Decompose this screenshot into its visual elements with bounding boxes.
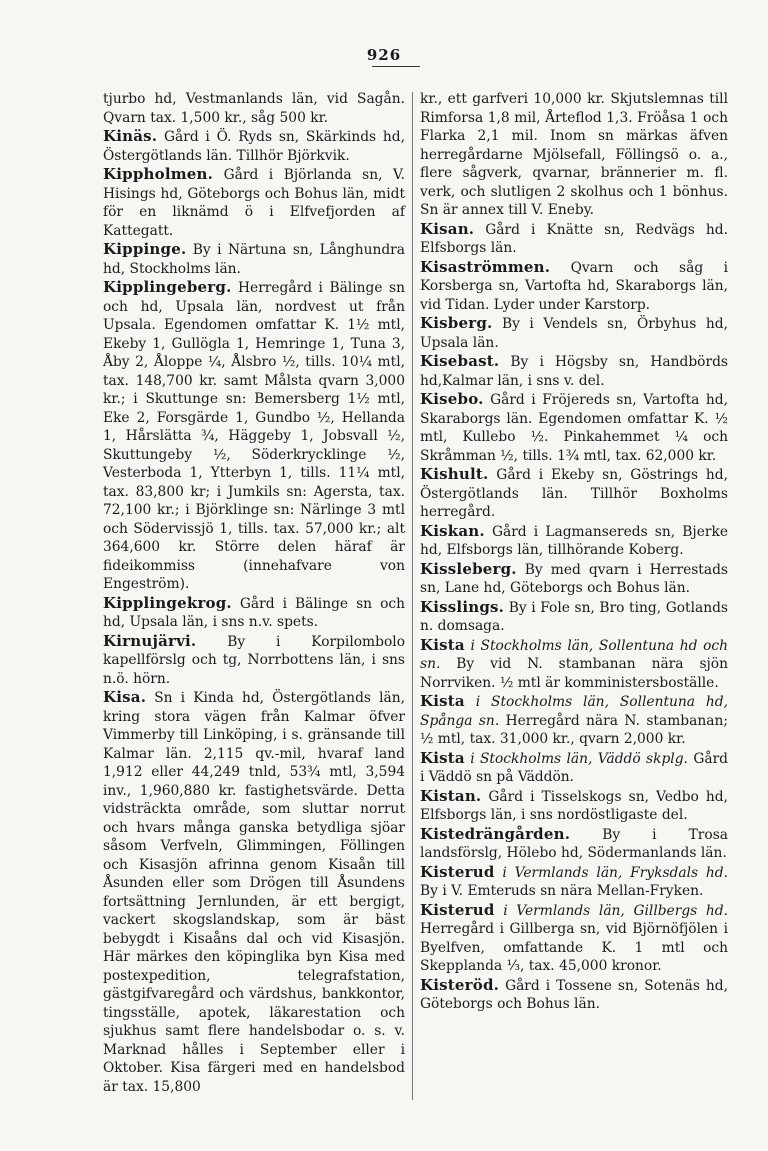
entry-headword: Kisebo. xyxy=(420,390,484,408)
dictionary-entry xyxy=(420,390,728,465)
entry-location: i Stockholms län, Väddö skplg. xyxy=(470,750,688,767)
entry-text: By i Högsby sn, Handbörds hd,Kalmar län, i sns v. del. xyxy=(420,354,728,389)
entry-text: By i Vendels sn, Örbyhus hd, Upsala län. xyxy=(420,316,728,351)
entry-text: Gård i Fröjereds sn, Vartofta hd, Skaraborgs län. Egendomen omfattar K. ½ mtl, Kullebo ½. Pinkahemmet ¼ och Skråmman ½, tills. 1¾ mtl, tax. 62,000 kr. xyxy=(420,392,728,464)
entry-headword: Kipplingekrog. xyxy=(103,593,232,612)
entry-headword: Kisslings. xyxy=(420,597,505,616)
entry-text: Herregård i Gillberga sn, vid Björnöfjölen i Byelfven, omfattande K. 1 mtl och Skepplanda ⅓, tax. 45,000 kronor. xyxy=(420,921,728,974)
page-number: 926 xyxy=(366,46,402,64)
column-divider xyxy=(412,92,413,1100)
entry-headword: Kisa. xyxy=(103,688,147,706)
dictionary-entry xyxy=(103,240,405,278)
dictionary-entry xyxy=(103,688,405,1096)
entry-headword: Kisaströmmen. xyxy=(420,257,551,276)
dictionary-entry xyxy=(420,692,728,749)
entry-headword: Kisebast. xyxy=(420,352,500,370)
entry-location: i Stockholms län, Sollentuna hd, Spånga sn. xyxy=(420,694,728,729)
entry-headword: Kistan. xyxy=(420,786,482,805)
entry-text: Gård i Knätte sn, Redvägs hd. Elfsborgs län. xyxy=(420,221,728,256)
entry-text: By i V. Emteruds sn nära Mellan-Fryken. xyxy=(420,883,704,899)
entry-headword: Kirnujärvi. xyxy=(103,631,197,650)
entry-headword: Kippholmen. xyxy=(103,165,214,183)
dictionary-entry xyxy=(103,632,405,689)
header-rule xyxy=(372,66,420,67)
dictionary-entry xyxy=(420,314,728,352)
dictionary-entry xyxy=(420,901,728,976)
dictionary-entry xyxy=(420,522,728,560)
dictionary-entry xyxy=(420,976,728,1014)
dictionary-entry xyxy=(103,127,405,165)
dictionary-entry xyxy=(103,90,405,127)
entry-text: By i Trosa landsförslg, Hölebo hd, Södermanlands län. xyxy=(420,826,729,861)
entry-text: Gård i Ö. Ryds sn, Skärkinds hd, Östergötlands län. Tillhör Björkvik. xyxy=(103,129,405,164)
entry-headword: Kista xyxy=(420,692,465,710)
entry-headword: Kisan. xyxy=(420,219,475,238)
dictionary-entry xyxy=(103,594,405,632)
dictionary-entry xyxy=(420,598,728,636)
entry-text: Gård i Lagmansereds sn, Bjerke hd, Elfsborgs län, tillhörande Koberg. xyxy=(420,523,728,558)
dictionary-entry xyxy=(420,749,728,787)
entry-headword: Kissleberg. xyxy=(420,559,517,578)
entry-headword: Kista xyxy=(420,748,465,767)
dictionary-entry xyxy=(420,220,728,258)
dictionary-entry xyxy=(103,278,405,594)
entry-text: Herregård nära N. stambanan; ½ mtl, tax. 31,000 kr., qvarn 2,000 kr. xyxy=(420,712,728,747)
entry-text: By vid N. stambanan nära sjön Norrviken. ½ mtl är komministersboställe. xyxy=(420,656,728,691)
entry-text: Gård i Väddö sn på Väddön. xyxy=(420,750,729,785)
entry-headword: Kishult. xyxy=(420,465,489,483)
dictionary-entry xyxy=(420,465,728,522)
dictionary-entry xyxy=(103,165,405,240)
entry-headword: Kisterud xyxy=(420,862,495,881)
entry-text: By i Fole sn, Bro ting, Gotlands n. domsaga. xyxy=(420,599,729,634)
entry-text: By i Korpilombolo kapellförslg och tg, Norrbottens län, i sns n.ö. hörn. xyxy=(103,633,405,687)
dictionary-entry xyxy=(420,258,728,315)
entry-headword: Kisteröd. xyxy=(420,975,500,994)
entry-text: Qvarn och såg i Korsberga sn, Vartofta hd, Skaraborgs län, vid Tidan. Lyder under Karstorp. xyxy=(420,259,728,313)
entry-headword: Kista xyxy=(420,635,465,654)
entry-text: tjurbo hd, Vestmanlands län, vid Sagån. Qvarn tax. 1,500 kr., såg 500 kr. xyxy=(103,91,405,126)
entry-text: Gård i Bälinge sn och hd, Upsala län, i sns n.v. spets. xyxy=(103,595,406,630)
entry-headword: Kinäs. xyxy=(103,127,158,145)
dictionary-entry xyxy=(420,636,728,693)
dictionary-entry xyxy=(420,863,728,901)
right-column xyxy=(420,90,728,1014)
entry-headword: Kisterud xyxy=(420,900,495,919)
entry-text: kr., ett garfveri 10,000 kr. Skjutslemnas till Rimforsa 1,8 mil, Årteflod 1,3. Fröåsa 1 och Flarka 2,1 mil. Inom sn märkas äfven herregårdarne Mjölsefall, Föllingsö o. a., flere sågverk, qvarnar, brännerier m. fl. verk, och slutligen 2 skolhus och 1 bönhus. Sn är annex till V. Eneby. xyxy=(420,91,728,218)
dictionary-entry xyxy=(420,787,728,825)
left-column xyxy=(103,90,405,1096)
dictionary-entry xyxy=(420,560,728,598)
entry-location: i Vermlands län, Gillbergs hd. xyxy=(503,902,728,919)
entry-text: Sn i Kinda hd, Östergötlands län, kring stora vägen från Kalmar öfver Vimmerby till Linköping, i s. gränsande till Kalmar län. 2,115 qv.-mil, hvaraf land 1,912 eller 44,249 tnld, 53¾ mtl, 3,594 inv., 1,960,880 kr. fastighetsvärde. Detta vidsträckta område, som sluttar norrut och hvars många ganska betydliga sjöar såsom Verfveln, Glimmingen, Föllingen och Kisasjön afrinna genom Kisaån till Åsunden eller som Drögen till Åsundens fortsättning Jernlunden, är ett bergigt, vackert skogslandskap, som är bäst bebygdt i Kisaåns dal och vid Kisasjön. Här märkes den köpinglika byn Kisa med postexpedition, telegrafstation, gästgifvaregård och värdshus, bankkontor, tingsställe, apotek, läkarestation och sjukhus samt flere handelsbodar o. s. v. Marknad hålles i September eller i Oktober. Kisa färgeri med en handelsbod är tax. 15,800 xyxy=(103,690,405,1095)
entry-text: Gård i Björlanda sn, V. Hisings hd, Göteborgs och Bohus län, midt för en liknämd ö i Elfvefjorden af Kattegatt. xyxy=(103,167,405,239)
entry-text: Gård i Tisselskogs sn, Vedbo hd, Elfsborgs län, i sns nordöstligaste del. xyxy=(420,788,728,823)
entry-text: By med qvarn i Herrestads sn, Lane hd, Göteborgs och Bohus län. xyxy=(420,561,728,596)
entry-text: Herregård i Bälinge sn och hd, Upsala län, nordvest ut från Upsala. Egendomen omfattar K. 1½ mtl, Ekeby 1, Gullögla 1, Hemringe 1, Tuna 3, Åby 2, Åloppe ¼, Ålsbro ½, tills. 10¼ mtl, tax. 148,700 kr. samt Målsta qvarn 3,000 kr.; i Skuttunge sn: Bemersberg 1½ mtl, Eke 2, Forsgärde 1, Gundbo ½, Hellanda 1, Hårslätta ¾, Häggeby 1, Jobsvall ½, Skuttungeby ½, Söderkrycklinge ½, Vesterboda 1, Ytterbyn 1, tills. 11¼ mtl, tax. 83,800 kr; i Jumkils sn: Agersta, tax. 72,100 kr.; i Björklinge sn: Närlinge 3 mtl och Södervissjö 1, tills. tax. 57,000 kr.; alt 364,600 kr. Större delen häraf är fideikommiss (innehafvare von Engeström). xyxy=(103,280,405,592)
entry-headword: Kipplingeberg. xyxy=(103,278,232,296)
entry-text: By i Närtuna sn, Långhundra hd, Stockholms län. xyxy=(103,242,405,277)
entry-text: Gård i Tossene sn, Sotenäs hd, Göteborgs och Bohus län. xyxy=(420,977,728,1012)
entry-headword: Kippinge. xyxy=(103,240,187,258)
entry-location: i Vermlands län, Fryksdals hd. xyxy=(502,864,729,881)
entry-location: i Stockholms län, Sollentuna hd och sn. xyxy=(420,637,728,672)
entry-text: Gård i Ekeby sn, Göstrings hd, Östergötlands län. Tillhör Boxholms herregård. xyxy=(420,467,729,520)
dictionary-entry xyxy=(420,90,728,220)
entry-headword: Kistedrängården. xyxy=(420,824,571,843)
dictionary-entry xyxy=(420,825,728,863)
dictionary-entry xyxy=(420,352,728,390)
entry-headword: Kiskan. xyxy=(420,521,485,540)
entry-headword: Kisberg. xyxy=(420,314,493,332)
